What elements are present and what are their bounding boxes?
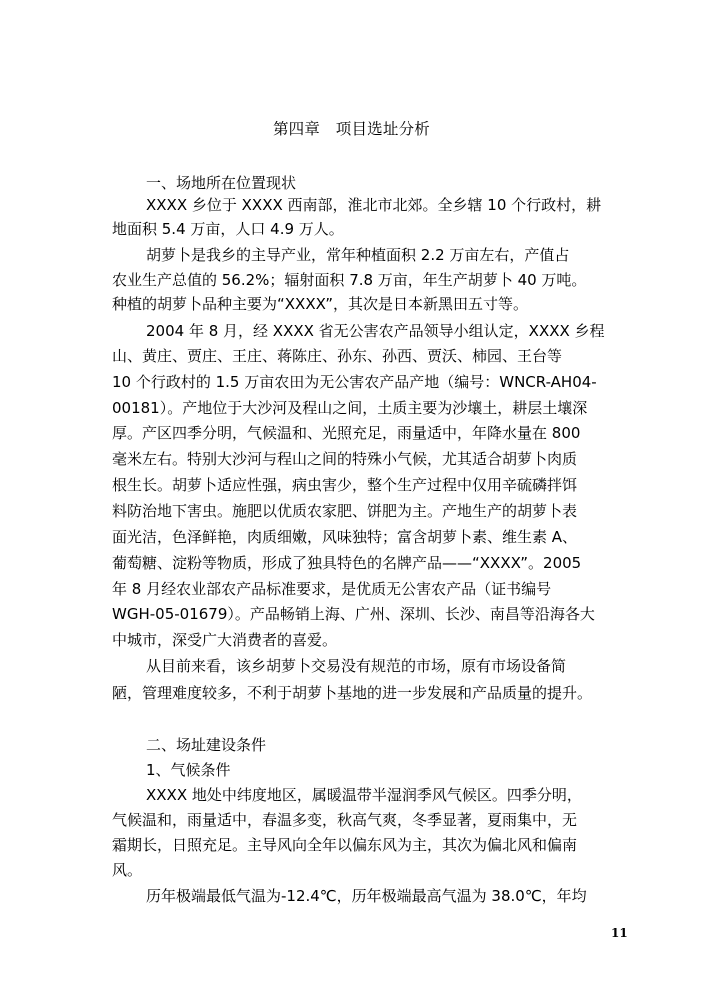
paragraph-line: 料防治地下害虫。施肥以优质农家肥、饼肥为主。产地生产的胡萝卜表 xyxy=(112,502,578,520)
paragraph-line: 农业生产总值的 56.2%；辐射面积 7.8 万亩，年生产胡萝卜 40 万吨。 xyxy=(112,271,587,289)
paragraph-line: 风。 xyxy=(112,861,143,879)
subsection-heading-climate: 1、气候条件 xyxy=(146,761,231,779)
paragraph-line: 气候温和，雨量适中，春温多变，秋高气爽，冬季显著，夏雨集中，无 xyxy=(112,811,578,829)
paragraph-line: 种植的胡萝卜品种主要为“XXXX”，其次是日本新黑田五寸等。 xyxy=(112,295,529,313)
paragraph-line: 山、黄庄、贾庄、王庄、蒋陈庄、孙东、孙西、贾沃、柿园、王台等 xyxy=(112,347,563,365)
paragraph-line: 面光洁，色泽鲜艳，肉质细嫩，风味独特；富含胡萝卜素、维生素 A、 xyxy=(112,528,578,546)
paragraph-line: 10 个行政村的 1.5 万亩农田为无公害农产品产地（编号：WNCR-AH04- xyxy=(112,373,597,391)
paragraph-line: WGH-05-01679）。产品畅销上海、广州、深圳、长沙、南昌等沿海各大 xyxy=(112,605,595,623)
paragraph-line: 霜期长，日照充足。主导风向全年以偏东风为主，其次为偏北风和偏南 xyxy=(112,836,578,854)
paragraph-line: 从目前来看，该乡胡萝卜交易没有规范的市场，原有市场设备简 xyxy=(146,657,567,675)
paragraph-line: 00181）。产地位于大沙河及程山之间，土质主要为沙壤土，耕层土壤深 xyxy=(112,399,588,417)
page-number: 11 xyxy=(611,926,628,940)
paragraph-line: XXXX 地处中纬度地区，属暖温带半湿润季风气候区。四季分明， xyxy=(146,786,582,804)
paragraph-line: 厚。产区四季分明，气候温和、光照充足，雨量适中，年降水量在 800 xyxy=(112,424,581,442)
chapter-title: 第四章 项目选址分析 xyxy=(272,120,430,138)
paragraph-line: 中城市，深受广大消费者的喜爱。 xyxy=(112,631,338,649)
paragraph-line: 2004 年 8 月，经 XXXX 省无公害农产品领导小组认定，XXXX 乡程 xyxy=(146,322,605,340)
paragraph-line: 地面积 5.4 万亩，人口 4.9 万人。 xyxy=(112,220,344,238)
section-heading-conditions: 二、场址建设条件 xyxy=(146,736,267,754)
paragraph-line: 历年极端最低气温为-12.4℃，历年极端最高气温为 38.0℃，年均 xyxy=(146,887,587,905)
paragraph-line: 毫米左右。特别大沙河与程山之间的特殊小气候，尤其适合胡萝卜肉质 xyxy=(112,450,578,468)
paragraph-line: 年 8 月经农业部农产品标准要求，是优质无公害农产品（证书编号 xyxy=(112,580,552,598)
paragraph-line: 葡萄糖、淀粉等物质，形成了独具特色的名牌产品——“XXXX”。2005 xyxy=(112,554,582,572)
paragraph-line: 胡萝卜是我乡的主导产业，常年种植面积 2.2 万亩左右，产值占 xyxy=(146,246,570,264)
paragraph-line: 陋，管理难度较多，不利于胡萝卜基地的进一步发展和产品质量的提升。 xyxy=(112,684,593,702)
section-heading-location: 一、场地所在位置现状 xyxy=(146,174,297,192)
paragraph-line: 根生长。胡萝卜适应性强，病虫害少，整个生产过程中仅用辛硫磷拌饵 xyxy=(112,476,578,494)
paragraph-line: XXXX 乡位于 XXXX 西南部，淮北市北郊。全乡辖 10 个行政村，耕 xyxy=(146,196,602,214)
